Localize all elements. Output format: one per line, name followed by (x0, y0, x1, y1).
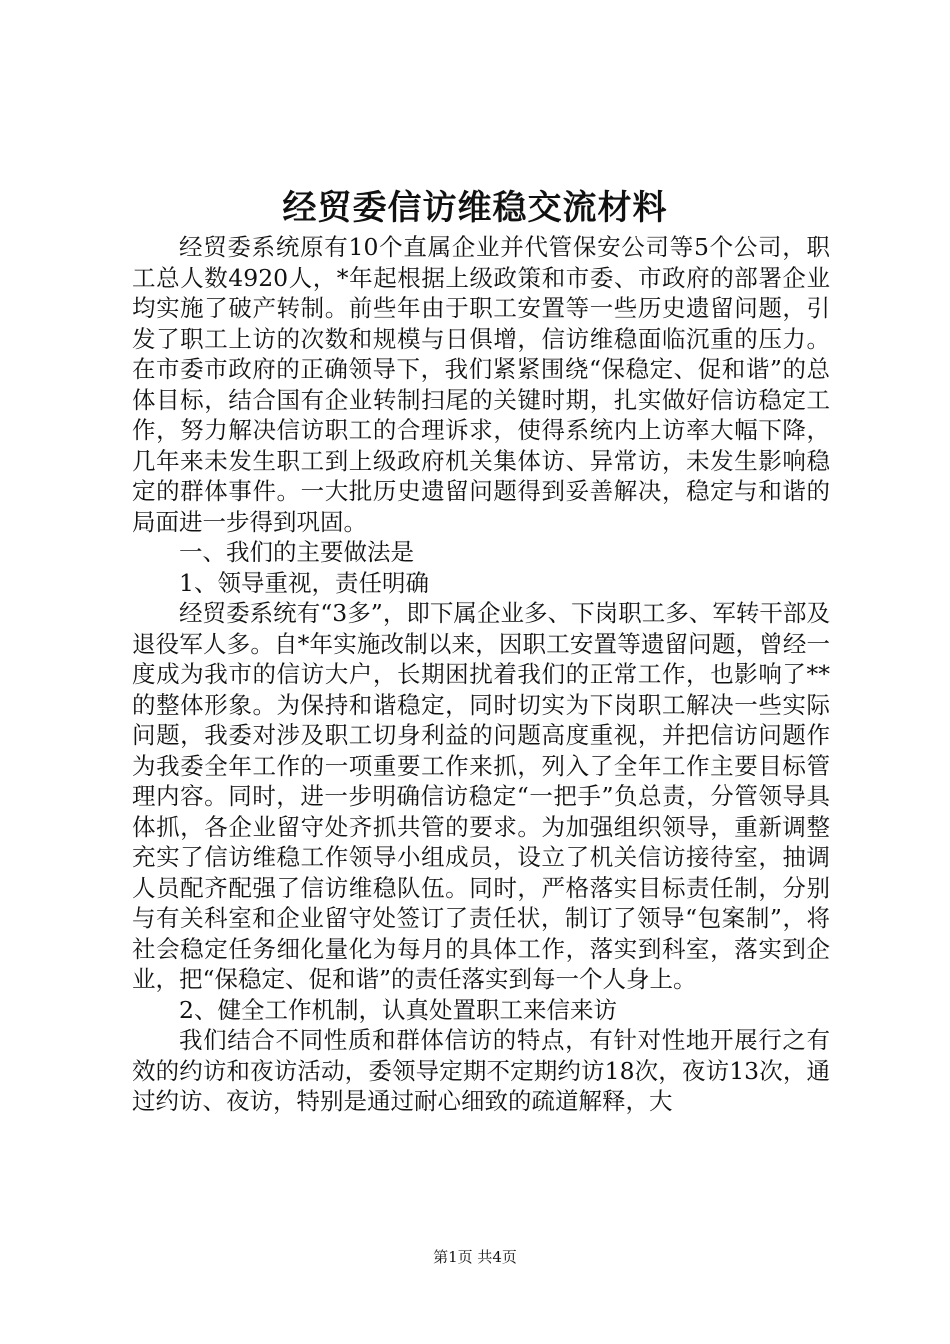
document-title: 经贸委信访维稳交流材料 (282, 188, 668, 228)
subsection-heading: 2、健全工作机制，认真处置职工来信来访 (179, 995, 617, 1024)
body-paragraph: 我们结合不同性质和群体信访的特点，有针对性地开展行之有效的约访和夜访活动，委领导定期不定期约访18次，夜访13次，通过约访、夜访，特别是通过耐心细致的疏道解释，大 (132, 1026, 830, 1115)
body-paragraph: 经贸委系统有“3多”，即下属企业多、下岗职工多、军转干部及退役军人多。自*年实施改制以来，因职工安置等遗留问题，曾经一度成为我市的信访大户，长期困扰着我们的正常工作，也影响了**的整体形象。为保持和谐稳定，同时切实为下岗职工解决一些实际问题，我委对涉及职工切身利益的问题高度重视，并把信访问题作为我委全年工作的一项重要工作来抓，列入了全年工作主要目标管理内容。同时，进一步明确信访稳定“一把手”负总责，分管领导具体抓，各企业留守处齐抓共管的要求。为加强组织领导，重新调整充实了信访维稳工作领导小组成员，设立了机关信访接待室，抽调人员配齐配强了信访维稳队伍。同时，严格落实目标责任制，分别与有关科室和企业留守处签订了责任状，制订了领导“包案制”，将社会稳定任务细化量化为每月的具体工作，落实到科室，落实到企业，把“保稳定、促和谐”的责任落实到每一个人身上。 (132, 599, 830, 993)
page-footer: 第1页 共4页 (433, 1248, 517, 1266)
section-heading: 一、我们的主要做法是 (179, 538, 414, 566)
subsection-heading: 1、领导重视，责任明确 (179, 568, 429, 597)
document-body (132, 232, 830, 1117)
body-paragraph: 经贸委系统原有10个直属企业并代管保安公司等5个公司，职工总人数4920人，*年起根据上级政策和市委、市政府的部署企业均实施了破产转制。前些年由于职工安置等一些历史遗留问题，引发了职工上访的次数和规模与日俱增，信访维稳面临沉重的压力。在市委市政府的正确领导下，我们紧紧围绕“保稳定、促和谐”的总体目标，结合国有企业转制扫尾的关键时期，扎实做好信访稳定工作，努力解决信访职工的合理诉求，使得系统内上访率大幅下降，几年来未发生职工到上级政府机关集体访、异常访，未发生影响稳定的群体事件。一大批历史遗留问题得到妥善解决，稳定与和谐的局面进一步得到巩固。 (132, 233, 830, 536)
